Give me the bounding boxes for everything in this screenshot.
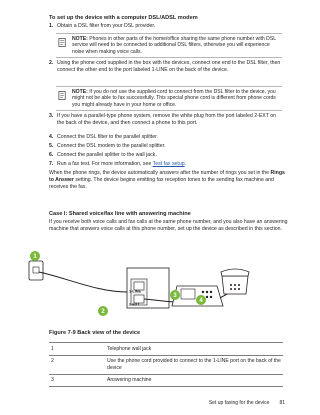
wall-jack <box>29 261 43 280</box>
para-text: When the phone rings, the device automatically answers after the number of rings you set in the <box>49 170 271 176</box>
figure-legend-table <box>49 342 283 387</box>
rings-to-answer-term: Rings to Answer <box>49 170 285 183</box>
step-number: 6. <box>49 152 54 158</box>
note-body: Phones in other parts of the home/office sharing the same phone number with DSL service will need to be connected to additional DSL filters, otherwise you will experience noise when making voice calls. <box>72 35 276 56</box>
note-text <box>72 36 280 56</box>
phone-cord-1 <box>39 272 127 292</box>
note-label: NOTE: <box>72 88 88 95</box>
legend-number: 2 <box>49 355 105 374</box>
case-paragraph: If you receive both voice calls and fax calls at the same phone number, and you also have an answering machine that answers voice calls at this phone number, set up the device as described in this section. <box>49 219 288 232</box>
step-text-lead: Run a fax test. For more information, see <box>57 161 153 167</box>
device-back-panel <box>127 268 169 308</box>
table-row <box>49 343 283 356</box>
step-number: 4. <box>49 134 54 140</box>
step-text: Connect the DSL modem to the parallel splitter. <box>57 143 166 149</box>
callout-4 <box>196 295 206 305</box>
procedure-heading: To set up the device with a computer DSL/ADSL modem <box>49 15 198 21</box>
note-label: NOTE: <box>72 35 88 42</box>
table-row <box>49 374 283 387</box>
legend-description: Telephone wall jack <box>105 343 283 356</box>
callout-2 <box>98 306 108 316</box>
figure-caption: Figure 7-9 Back view of the device <box>49 330 141 336</box>
step-text: If you have a parallel-type phone system, remove the white plug from the port labeled 2-EXT on the back of the device, and then connect a phone to this port. <box>57 113 277 126</box>
step-number: 7. <box>49 161 54 167</box>
step-number: 2. <box>49 60 54 66</box>
legend-description: Answering machine <box>105 374 283 387</box>
note-body: If you do not use the supplied cord to connect from the DSL filter to the device, you might not be able to fax successfully. This special phone cord is different from phone cords you might already have in your home or office. <box>72 88 276 109</box>
note-text <box>72 89 280 109</box>
step-text: Connect the parallel splitter to the wall jack. <box>57 152 157 158</box>
para-text: setting. The device begins emitting fax reception tones to the sending fax machine and receives the fax. <box>49 176 274 190</box>
port-label-1-line: 1-LINE <box>129 289 142 294</box>
test-fax-setup-link[interactable]: Test fax setup <box>152 161 185 167</box>
step-number: 1. <box>49 23 54 29</box>
step-number: 5. <box>49 143 54 149</box>
table-row <box>49 355 283 374</box>
callout-3 <box>170 290 180 300</box>
step-text <box>57 161 281 168</box>
legend-description: Use the phone cord provided to connect to the 1-LINE port on the back of the device <box>105 355 283 374</box>
step-number: 3. <box>49 113 54 119</box>
svg-text:3: 3 <box>173 293 177 299</box>
legend-number: 1 <box>49 343 105 356</box>
svg-text:2: 2 <box>101 309 105 315</box>
page-number: 81 <box>279 400 285 406</box>
step-text-tail: . <box>184 161 187 167</box>
step-text: Connect the DSL filter to the parallel splitter. <box>57 134 159 140</box>
note-icon <box>58 91 67 100</box>
note-box <box>56 86 282 111</box>
port-label-2-ext: 2-EXT <box>129 302 140 307</box>
back-view-figure <box>27 248 250 318</box>
case-heading: Case I: Shared voice/fax line with answering machine <box>49 211 191 217</box>
page-footer <box>170 400 285 406</box>
note-box <box>56 33 282 58</box>
step-text: Using the phone cord supplied in the box with the devices, connect one end to the DSL filter, then connect the other end to the port labeled 1-LINE on the back of the device. <box>57 60 281 73</box>
telephone <box>221 269 249 294</box>
legend-number: 3 <box>49 374 105 387</box>
note-icon <box>58 38 67 47</box>
footer-section-title: Set up faxing for the device <box>208 400 270 406</box>
answer-paragraph <box>49 170 289 191</box>
svg-text:4: 4 <box>199 298 203 304</box>
step-text: Obtain a DSL filter from your DSL provider. <box>57 23 156 29</box>
svg-text:1: 1 <box>33 254 37 260</box>
callout-1 <box>30 251 40 261</box>
